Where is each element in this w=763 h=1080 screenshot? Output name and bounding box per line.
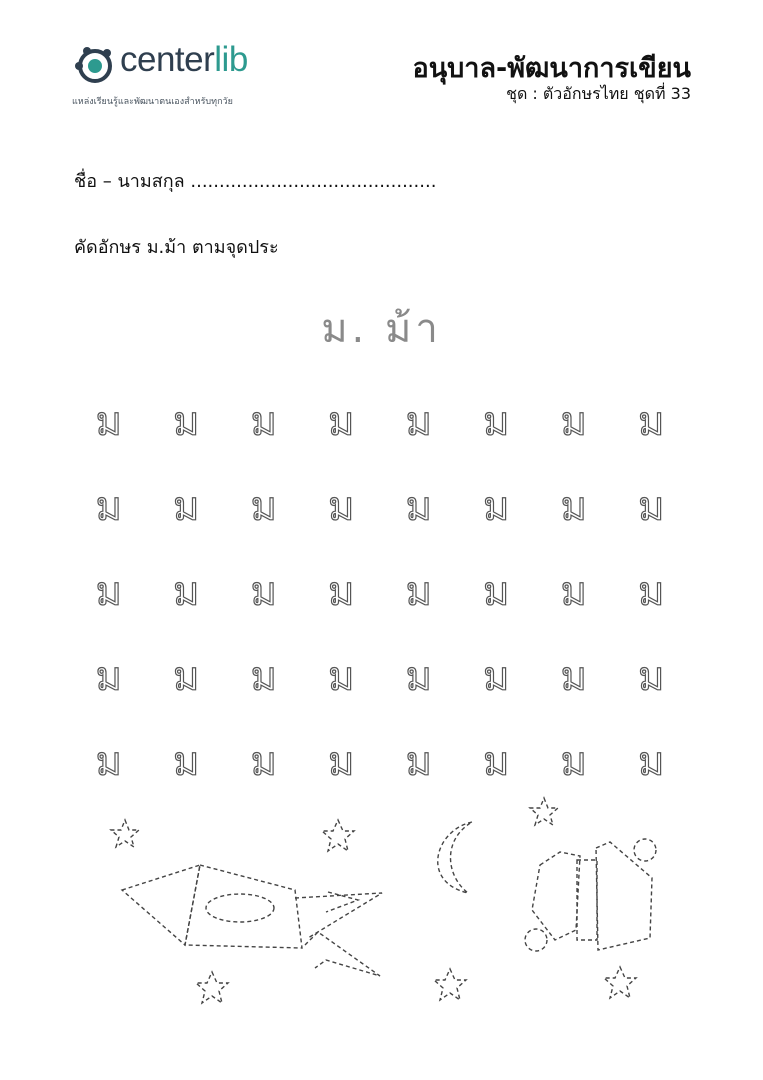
- practice-grid: [70, 378, 690, 803]
- tracing-letter: ม: [560, 653, 587, 700]
- tracing-letter: ม: [483, 653, 510, 700]
- tracing-letter: ม: [95, 398, 122, 445]
- tracing-letter: ม: [95, 483, 122, 530]
- tracing-letter: ม: [328, 398, 355, 445]
- tracing-letter: ม: [250, 398, 277, 445]
- tracing-letter: ม: [173, 738, 200, 785]
- tracing-letter: ม: [250, 653, 277, 700]
- tracing-letter: ม: [638, 568, 665, 615]
- moon-icon: [438, 822, 472, 893]
- tracing-letter: ม: [483, 738, 510, 785]
- logo-mark-icon: [72, 42, 118, 88]
- tracing-letter: ม: [173, 398, 200, 445]
- brand-tagline: แหล่งเรียนรู้และพัฒนาตนเองสำหรับทุกวัย: [72, 97, 233, 107]
- tracing-letter: ม: [560, 483, 587, 530]
- star-icon: [604, 967, 636, 998]
- tracing-letter: ม: [405, 568, 432, 615]
- tracing-letter: ม: [173, 568, 200, 615]
- satellite-icon: [525, 839, 656, 951]
- tracing-letter: ม: [638, 398, 665, 445]
- tracing-letter: ม: [560, 398, 587, 445]
- tracing-letter: ม: [483, 568, 510, 615]
- tracing-letter: ม: [95, 653, 122, 700]
- tracing-letter: ม: [638, 738, 665, 785]
- exercise-instruction: คัดอักษร ม.ม้า ตามจุดประ: [74, 237, 279, 258]
- tracing-letter: ม: [483, 483, 510, 530]
- tracing-letter: ม: [638, 653, 665, 700]
- tracing-letter: ม: [405, 653, 432, 700]
- tracing-letter: ม: [173, 483, 200, 530]
- tracing-letter: ม: [250, 483, 277, 530]
- star-icon: [322, 820, 354, 851]
- tracing-letter: ม: [173, 653, 200, 700]
- star-icon: [434, 969, 466, 1000]
- brand-name-part2: lib: [214, 40, 248, 79]
- tracing-letter: ม: [405, 398, 432, 445]
- star-icon: [196, 972, 228, 1003]
- tracing-letter: ม: [405, 738, 432, 785]
- tracing-letter: ม: [328, 653, 355, 700]
- tracing-letter: ม: [250, 738, 277, 785]
- brand-logo: [72, 42, 302, 112]
- tracing-letter: ม: [328, 738, 355, 785]
- star-icon: [111, 820, 139, 847]
- tracing-letter: ม: [560, 738, 587, 785]
- brand-wordmark: [120, 40, 248, 80]
- tracing-letter: ม: [250, 568, 277, 615]
- name-field-line: ชื่อ – นามสกุล ...........................................: [74, 171, 437, 192]
- rocket-icon: [122, 865, 382, 976]
- tracing-letter: ม: [638, 483, 665, 530]
- brand-name-part1: center: [120, 40, 215, 79]
- tracing-letter: ม: [483, 398, 510, 445]
- star-icon: [530, 798, 558, 825]
- tracing-letter: ม: [328, 568, 355, 615]
- tracing-letter: ม: [328, 483, 355, 530]
- page-title: อนุบาล-พัฒนาการเขียน: [412, 53, 691, 84]
- tracing-letter: ม: [560, 568, 587, 615]
- model-word: ม. ม้า: [321, 306, 442, 352]
- tracing-letter: ม: [95, 568, 122, 615]
- page-subtitle: ชุด : ตัวอักษรไทย ชุดที่ 33: [506, 84, 691, 103]
- tracing-letter: ม: [95, 738, 122, 785]
- space-illustration: [90, 790, 670, 1030]
- tracing-letter: ม: [405, 483, 432, 530]
